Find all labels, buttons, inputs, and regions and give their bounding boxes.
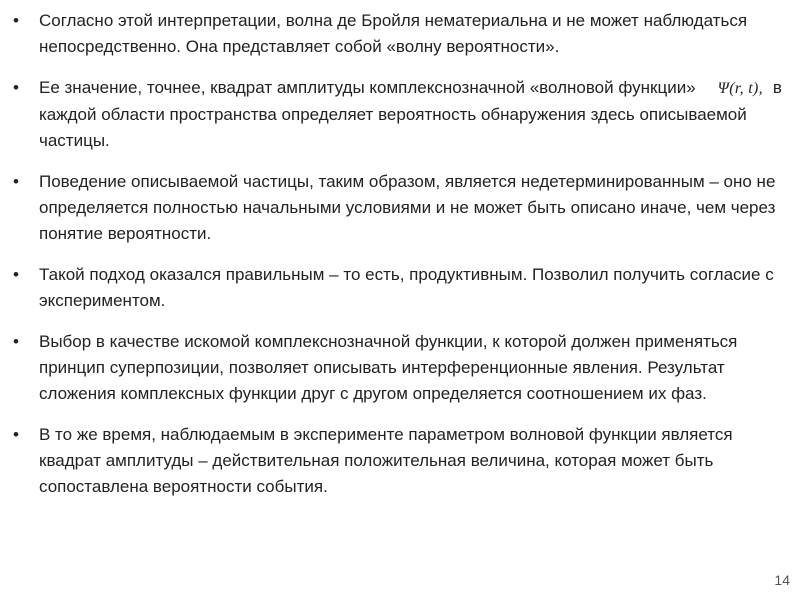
bullet-dot: •	[13, 265, 19, 284]
bullet-item-5	[13, 329, 793, 407]
bullet-item-3	[13, 169, 793, 247]
wave-function-formula: Ψ(r, t),	[717, 80, 763, 97]
bullet-item-6	[13, 422, 793, 500]
bullet-text	[39, 75, 793, 154]
bullet-text-after-formula: в каждой области пространства определяет вероятность обнаружения здесь описываемой частицы.	[39, 78, 782, 150]
bullet-dot: •	[13, 11, 19, 30]
bullet-text-before-formula: Ее значение, точнее, квадрат амплитуды комплекснозначной «волновой функции»	[39, 78, 696, 97]
bullet-dot: •	[13, 172, 19, 191]
bullet-dot: •	[13, 78, 19, 97]
bullet-item-2	[13, 75, 793, 154]
bullet-text: В то же время, наблюдаемым в эксперименте параметром волновой функции является квадрат амплитуды – действительная положительная величина, которая может быть сопоставлена вероятности события.	[39, 425, 733, 496]
bullet-dot: •	[13, 332, 19, 351]
bullet-text: Согласно этой интерпретации, волна де Бройля нематериальна и не может наблюдаться непосредственно. Она представляет собой «волну вероятности».	[39, 11, 748, 56]
bullet-text: Поведение описываемой частицы, таким образом, является недетерминированным – оно не определяется полностью начальными условиями и не может быть описано иначе, чем через понятие вероятности.	[39, 172, 776, 243]
bullet-item-1	[13, 8, 793, 60]
bullet-item-4	[13, 262, 793, 314]
bullet-text: Такой подход оказался правильным – то есть, продуктивным. Позволил получить согласие с экспериментом.	[39, 265, 774, 310]
bullet-dot: •	[13, 425, 19, 444]
bullet-text: Выбор в качестве искомой комплекснозначной функции, к которой должен применяться принцип суперпозиции, позволяет описывать интерференционные явления. Результат сложения комплексных функции друг с другом определяется соотношением их фаз.	[39, 332, 738, 403]
bullet-list	[13, 8, 793, 515]
page-number: 14	[774, 572, 790, 588]
